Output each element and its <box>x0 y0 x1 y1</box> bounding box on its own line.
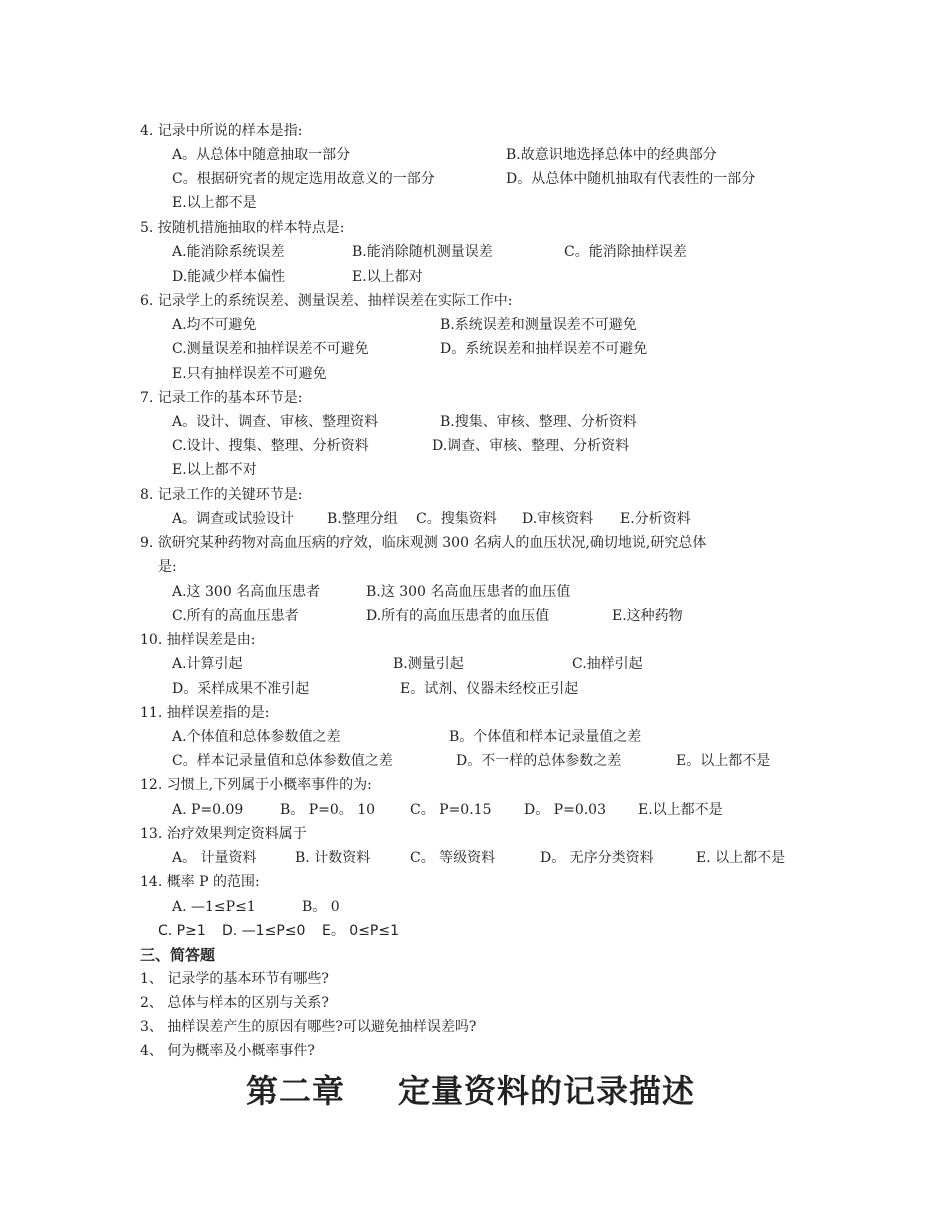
q6-option-a: A.均不可避免 <box>172 317 257 333</box>
q4-option-a: A。从总体中随意抽取一部分 <box>172 147 351 163</box>
q14-option-c: C. P≥1 <box>158 923 206 939</box>
q11-option-b: B。个体值和样本记录量值之差 <box>449 729 642 745</box>
q12-option-b: B。 P=0。 10 <box>280 802 376 818</box>
q10-option-d: D。采样成果不准引起 <box>172 681 310 697</box>
q4-option-c: C。根据研究者的规定选用故意义的一部分 <box>172 171 435 187</box>
q11-option-c: C。样本记录量值和总体参数值之差 <box>172 753 393 769</box>
q13-option-c: C。 等级资料 <box>410 850 496 866</box>
q5-option-c: C。能消除抽样误差 <box>564 244 687 260</box>
q12-option-a: A. P=0.09 <box>172 802 244 818</box>
chapter-title: 定量资料的记录描述 <box>398 1072 696 1110</box>
q12-option-d: D。 P=0.03 <box>524 802 606 818</box>
q14-option-a: A. —1≤P≤1 <box>172 899 256 915</box>
question-14-stem: 14. 概率 P 的范围: <box>140 874 260 890</box>
q14-option-d: D. —1≤P≤0 <box>222 923 306 939</box>
q9-option-e: E.这种药物 <box>612 608 683 624</box>
chapter-label: 第二章 <box>246 1072 346 1110</box>
question-7-stem: 7. 记录工作的基本环节是: <box>140 390 303 406</box>
q13-option-b: B. 计数资料 <box>295 850 371 866</box>
question-4-stem: 4. 记录中所说的样本是指: <box>140 123 303 139</box>
q6-option-d: D。系统误差和抽样误差不可避免 <box>440 341 648 357</box>
q4-option-d: D。从总体中随机抽取有代表性的一部分 <box>506 171 756 187</box>
question-6-stem: 6. 记录学上的系统误差、测量误差、抽样误差在实际工作中: <box>140 293 513 309</box>
q5-option-d: D.能减少样本偏性 <box>172 269 286 285</box>
q10-option-b: B.测量引起 <box>393 656 464 672</box>
q9-option-a: A.这 300 名高血压患者 <box>172 584 321 600</box>
q10-option-a: A.计算引起 <box>172 656 243 672</box>
question-11-stem: 11. 抽样误差指的是: <box>140 705 270 721</box>
short-answer-item-2: 2、 总体与样本的区别与关系? <box>140 995 329 1011</box>
q6-option-b: B.系统误差和测量误差不可避免 <box>440 317 637 333</box>
q7-option-a: A。设计、调查、审核、整理资料 <box>172 414 379 430</box>
q4-option-e: E.以上都不是 <box>172 195 257 211</box>
section-heading-short-answer: 三、简答题 <box>140 946 216 964</box>
q11-option-d: D。不一样的总体参数之差 <box>456 753 622 769</box>
q11-option-a: A.个体值和总体参数值之差 <box>172 729 341 745</box>
q7-option-b: B.搜集、审核、整理、分析资料 <box>440 414 637 430</box>
q12-option-c: C。 P=0.15 <box>410 802 492 818</box>
q5-option-b: B.能消除随机测量误差 <box>352 244 493 260</box>
q5-option-e: E.以上都对 <box>352 269 423 285</box>
q8-option-e: E.分析资料 <box>620 511 691 527</box>
q4-option-b: B.故意识地选择总体中的经典部分 <box>506 147 717 163</box>
q9-option-c: C.所有的高血压患者 <box>172 608 299 624</box>
q6-option-c: C.测量误差和抽样误差不可避免 <box>172 341 369 357</box>
q12-option-e: E.以上都不是 <box>638 802 723 818</box>
q13-option-d: D。 无序分类资料 <box>540 850 654 866</box>
q13-option-e: E. 以上都不是 <box>696 850 786 866</box>
question-10-stem: 10. 抽样误差是由: <box>140 632 256 648</box>
q10-option-c: C.抽样引起 <box>572 656 643 672</box>
q9-option-b: B.这 300 名高血压患者的血压值 <box>366 584 571 600</box>
question-9-stem-continued: 是: <box>158 559 177 575</box>
q7-option-e: E.以上都不对 <box>172 462 257 478</box>
q8-option-c: C。搜集资料 <box>416 511 497 527</box>
question-13-stem: 13. 治疗效果判定资料属于 <box>140 826 307 842</box>
q5-option-a: A.能消除系统误差 <box>172 244 285 260</box>
q8-option-b: B.整理分组 <box>327 511 398 527</box>
q10-option-e: E。试剂、仪器未经校正引起 <box>400 681 579 697</box>
q8-option-a: A。调查或试验设计 <box>172 511 295 527</box>
q11-option-e: E。以上都不是 <box>676 753 771 769</box>
short-answer-item-3: 3、 抽样误差产生的原因有哪些?可以避免抽样误差吗? <box>140 1019 477 1035</box>
short-answer-item-4: 4、 何为概率及小概率事件? <box>140 1043 315 1059</box>
q8-option-d: D.审核资料 <box>522 511 594 527</box>
q9-option-d: D.所有的高血压患者的血压值 <box>366 608 550 624</box>
q7-option-d: D.调查、审核、整理、分析资料 <box>432 438 630 454</box>
q7-option-c: C.设计、搜集、整理、分析资料 <box>172 438 369 454</box>
question-8-stem: 8. 记录工作的关键环节是: <box>140 487 303 503</box>
q6-option-e: E.只有抽样误差不可避免 <box>172 366 327 382</box>
question-9-stem: 9. 欲研究某种药物对高血压病的疗效，临床观测 300 名病人的血压状况,确切地说,研究总体 <box>140 535 707 551</box>
q14-option-b: B。 0 <box>302 899 340 915</box>
question-5-stem: 5. 按随机措施抽取的样本特点是: <box>140 220 345 236</box>
q14-option-e: E。 0≤P≤1 <box>322 923 400 939</box>
q13-option-a: A。 计量资料 <box>172 850 257 866</box>
question-12-stem: 12. 习惯上,下列属于小概率事件的为: <box>140 777 372 793</box>
short-answer-item-1: 1、 记录学的基本环节有哪些? <box>140 971 329 987</box>
